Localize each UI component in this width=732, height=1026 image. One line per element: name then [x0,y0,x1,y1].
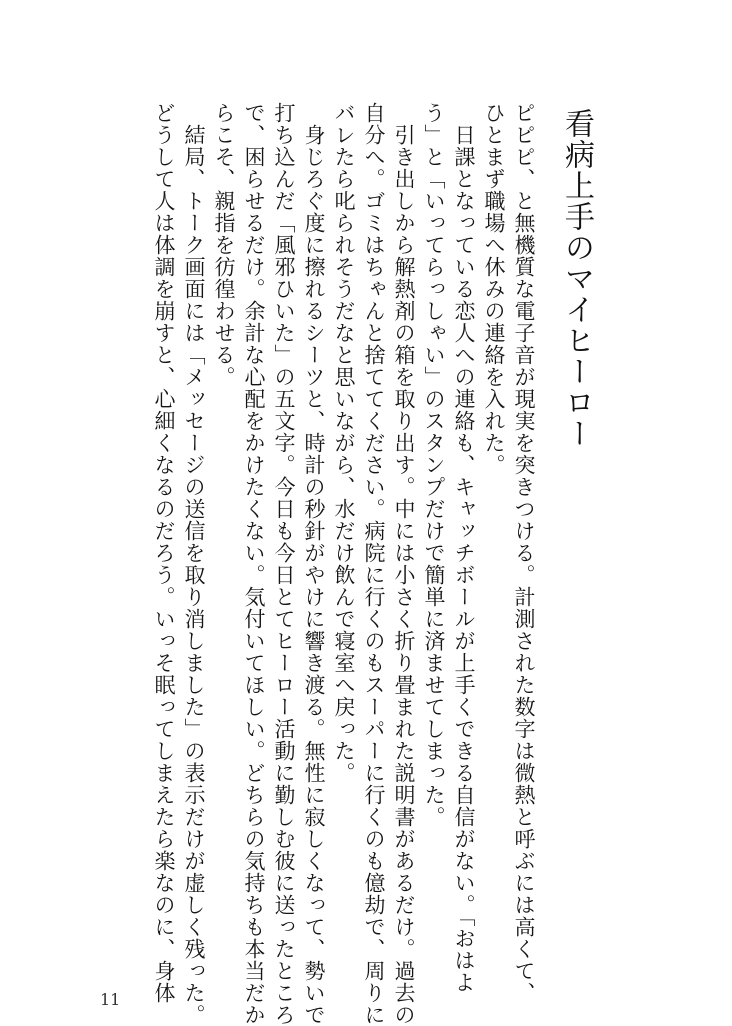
chapter-title: 看病上手のマイヒーロー [559,108,594,449]
text-line-11: らこそ、親指を彷徨わせる。 [212,102,236,388]
text-line-3: 日課となっている恋人への連絡も、キャッチボールが上手くできる自信がない。「おはよ [452,102,476,994]
text-line-12: 結局、トーク画面には「メッセージの送信を取り消しました」の表示だけが虚しく残った。 [182,102,206,1026]
text-line-6: 自分へ。ゴミはちゃんと捨ててください。病院に行くのもスーパーに行くのも億劫で、周りに [362,102,386,1026]
text-line-10: で、困らせるだけ。余計な心配をかけたくない。気付いてほしい。どちらの気持ちも本当だか [242,102,266,1026]
text-line-1: ピピピ、と無機質な電子音が現実を突きつける。計測された数字は微熱と呼ぶには高くて、 [512,102,536,1004]
text-line-8: 身じろぐ度に擦れるシーツと、時計の秒針がやけに響き渡る。無性に寂しくなって、勢いで [302,102,326,1026]
text-line-5: 引き出しから解熱剤の箱を取り出す。中には小さく折り畳まれた説明書があるだけ。過去の [392,102,416,1026]
text-line-9: 打ち込んだ「風邪ひいた」の五文字。今日も今日とてヒーロー活動に勤しむ彼に送ったところ [272,102,296,1026]
text-line-4: う」と「いってらっしゃい」のスタンプだけで簡単に済ませてしまった。 [422,102,446,828]
page-number: 11 [100,990,121,1009]
text-line-2: ひとまず職場へ休みの連絡を入れた。 [482,102,506,476]
text-line-13: どうして人は体調を崩すと、心細くなるのだろう。いっそ眠ってしまえたら楽なのに、身体 [152,102,176,1004]
text-line-7: バレたら叱られそうだなと思いながら、水だけ飲んで寝室へ戻った。 [332,102,356,784]
